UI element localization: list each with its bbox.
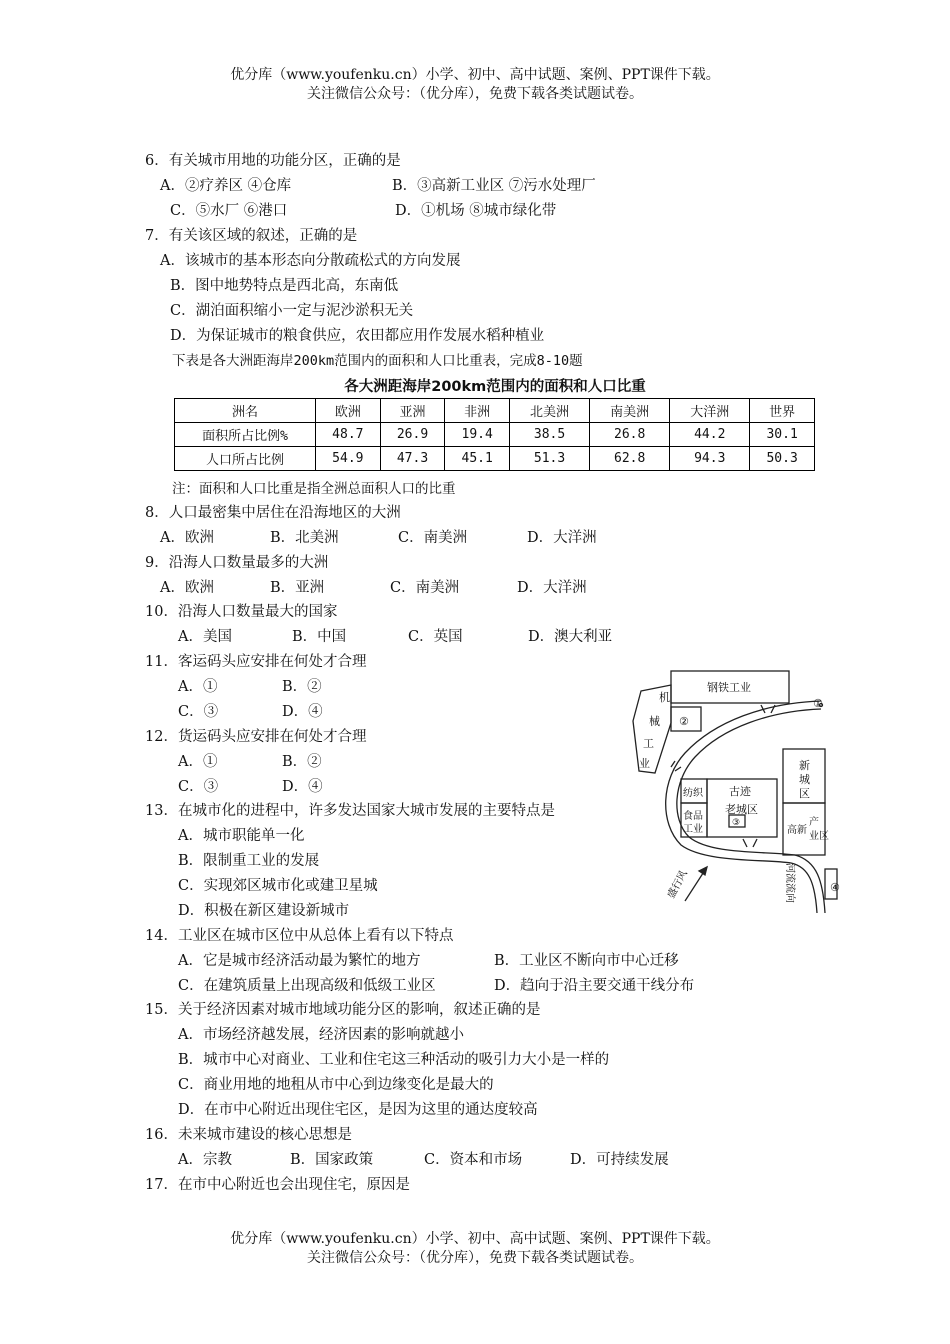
- th-world: 世界: [750, 399, 815, 423]
- q11-option-a: A．①: [178, 679, 218, 695]
- q14-option-a: A．它是城市经济活动最为繁忙的地方: [178, 953, 421, 969]
- q10-stem: 10．沿海人口数量最大的国家: [145, 604, 338, 620]
- label-site-1: ①: [813, 697, 823, 710]
- label-river: 河流流向: [784, 863, 795, 903]
- q6-stem: 6．有关城市用地的功能分区，正确的是: [145, 153, 401, 169]
- footer-line-2: 关注微信公众号：（优分库），免费下载各类试题试卷。: [307, 1250, 643, 1266]
- bridge-3: [743, 839, 757, 847]
- q13-option-d: D．积极在新区建设新城市: [178, 903, 350, 919]
- q10-option-c: C．英国: [408, 629, 463, 645]
- q14-option-c: C．在建筑质量上出现高级和低级工业区: [178, 978, 436, 994]
- label-relic: 古迹: [729, 785, 751, 798]
- q16-option-b: B．国家政策: [290, 1152, 374, 1168]
- q17-stem: 17．在市中心附近也会出现住宅，原因是: [145, 1177, 410, 1193]
- table-cell: 26.8: [590, 423, 670, 447]
- q9-option-a: A．欧洲: [160, 580, 214, 596]
- q16-option-d: D．可持续发展: [570, 1152, 669, 1168]
- q16-stem: 16．未来城市建设的核心思想是: [145, 1127, 352, 1143]
- q9-option-b: B．亚洲: [270, 580, 325, 596]
- q11-option-b: B．②: [282, 679, 322, 695]
- q10-option-a: A．美国: [178, 629, 232, 645]
- table-note: 注：面积和人口比重是指全洲总面积人口的比重: [172, 481, 456, 497]
- label-new-city-2: 城: [799, 773, 810, 786]
- q8-stem: 8．人口最密集中居住在沿海地区的大洲: [145, 505, 401, 521]
- header-line-1: 优分库（www.youfenku.cn）小学、初中、高中试题、案例、PPT课件下载。: [230, 67, 720, 83]
- q10-option-d: D．澳大利亚: [528, 629, 613, 645]
- continent-table: [174, 398, 815, 471]
- label-wind: 盛行风: [665, 868, 690, 901]
- label-mach-2: 械: [649, 715, 660, 728]
- q7-option-b: B．图中地势特点是西北高，东南低: [170, 278, 399, 294]
- table-cell: 48.7: [316, 423, 381, 447]
- table-intro: 下表是各大洲距海岸200km范围内的面积和人口比重表，完成8-10题: [172, 353, 583, 369]
- q13-option-c: C．实现郊区城市化或建卫星城: [178, 878, 378, 894]
- table-cell: 人口所占比例: [175, 447, 316, 471]
- q11-stem: 11．客运码头应安排在何处才合理: [145, 654, 367, 670]
- label-new-city-1: 新: [799, 759, 810, 772]
- table-row: [175, 447, 815, 471]
- q11-option-d: D．④: [282, 704, 323, 720]
- q14-option-b: B．工业区不断向市中心迁移: [494, 953, 679, 969]
- q13-option-a: A．城市职能单一化: [178, 828, 305, 844]
- q15-option-b: B．城市中心对商业、工业和住宅这三种活动的吸引力大小是一样的: [178, 1052, 610, 1068]
- th-africa: 非洲: [445, 399, 510, 423]
- th-name: 洲名: [175, 399, 316, 423]
- q13-option-b: B．限制重工业的发展: [178, 853, 320, 869]
- q13-stem: 13．在城市化的进程中，许多发达国家大城市发展的主要特点是: [145, 803, 555, 819]
- label-mach-1: 机: [659, 691, 670, 704]
- table-cell: 44.2: [670, 423, 750, 447]
- th-south-america: 南美洲: [590, 399, 670, 423]
- bridge-1: [761, 705, 775, 713]
- q12-stem: 12．货运码头应安排在何处才合理: [145, 729, 367, 745]
- label-mach-3: 工: [643, 737, 654, 750]
- label-new-city-3: 区: [799, 787, 810, 800]
- label-hitech-2: 业区: [809, 831, 829, 842]
- table-cell: 19.4: [445, 423, 510, 447]
- q11-option-c: C．③: [178, 704, 219, 720]
- q12-option-b: B．②: [282, 754, 322, 770]
- label-textile: 纺织: [683, 788, 703, 799]
- th-oceania: 大洋洲: [670, 399, 750, 423]
- q6-option-a: A．②疗养区 ④仓库: [160, 178, 292, 194]
- wind-arrow-head: [699, 867, 707, 875]
- q9-option-d: D．大洋洲: [517, 580, 587, 596]
- label-steel: 钢铁工业: [707, 681, 751, 694]
- table-cell: 51.3: [510, 447, 590, 471]
- label-hitech-1: 产: [809, 817, 819, 828]
- q10-option-b: B．中国: [292, 629, 347, 645]
- table-cell: 54.9: [316, 447, 381, 471]
- q7-stem: 7．有关该区域的叙述，正确的是: [145, 228, 358, 244]
- label-old-city: 老城区: [725, 803, 758, 816]
- table-cell: 45.1: [445, 447, 510, 471]
- q7-option-c: C．湖泊面积缩小一定与泥沙淤积无关: [170, 303, 414, 319]
- label-mach-4: 业: [639, 757, 650, 770]
- th-europe: 欧洲: [316, 399, 381, 423]
- table-cell: 30.1: [750, 423, 815, 447]
- table-cell: 62.8: [590, 447, 670, 471]
- table-caption: 各大洲距海岸200km范围内的面积和人口比重: [344, 379, 646, 395]
- q14-stem: 14．工业区在城市区位中从总体上看有以下特点: [145, 928, 454, 944]
- q9-stem: 9．沿海人口数量最多的大洲: [145, 555, 329, 571]
- label-food-1: 食品: [683, 811, 703, 822]
- label-site-4: ④: [830, 881, 840, 894]
- q15-option-c: C．商业用地的地租从市中心到边缘变化是最大的: [178, 1077, 494, 1093]
- q16-option-c: C．资本和市场: [424, 1152, 523, 1168]
- q8-option-a: A．欧洲: [160, 530, 214, 546]
- table-row: [175, 423, 815, 447]
- table-cell: 50.3: [750, 447, 815, 471]
- label-site-2: ②: [679, 715, 689, 728]
- table-header-row: [175, 399, 815, 423]
- th-asia: 亚洲: [380, 399, 445, 423]
- q16-option-a: A．宗教: [178, 1152, 232, 1168]
- th-north-america: 北美洲: [510, 399, 590, 423]
- table-cell: 26.9: [380, 423, 445, 447]
- q6-option-d: D．①机场 ⑧城市绿化带: [395, 203, 557, 219]
- footer-line-1: 优分库（www.youfenku.cn）小学、初中、高中试题、案例、PPT课件下载。: [230, 1231, 720, 1247]
- q12-option-c: C．③: [178, 779, 219, 795]
- label-food-2: 工业: [683, 824, 703, 835]
- city-map-figure: [625, 663, 850, 923]
- q15-stem: 15．关于经济因素对城市地域功能分区的影响，叙述正确的是: [145, 1002, 541, 1018]
- table-cell: 94.3: [670, 447, 750, 471]
- table-cell: 38.5: [510, 423, 590, 447]
- q12-option-d: D．④: [282, 779, 323, 795]
- header-line-2: 关注微信公众号：（优分库），免费下载各类试题试卷。: [307, 86, 643, 102]
- q15-option-d: D．在市中心附近出现住宅区，是因为这里的通达度较高: [178, 1102, 538, 1118]
- q6-option-c: C．⑤水厂 ⑥港口: [170, 203, 288, 219]
- label-site-3: ③: [732, 818, 741, 828]
- table-cell: 47.3: [380, 447, 445, 471]
- label-hitech-3: 高新: [787, 825, 807, 836]
- q14-option-d: D．趋向于沿主要交通干线分布: [494, 978, 695, 994]
- q12-option-a: A．①: [178, 754, 218, 770]
- q8-option-d: D．大洋洲: [527, 530, 597, 546]
- q6-option-b: B．③高新工业区 ⑦污水处理厂: [392, 178, 596, 194]
- q9-option-c: C．南美洲: [390, 580, 460, 596]
- q8-option-c: C．南美洲: [398, 530, 468, 546]
- q7-option-d: D．为保证城市的粮食供应，农田都应用作发展水稻种植业: [170, 328, 545, 344]
- q15-option-a: A．市场经济越发展，经济因素的影响就越小: [178, 1027, 464, 1043]
- table-cell: 面积所占比例%: [175, 423, 316, 447]
- q8-option-b: B．北美洲: [270, 530, 339, 546]
- q7-option-a: A．该城市的基本形态向分散疏松式的方向发展: [160, 253, 461, 269]
